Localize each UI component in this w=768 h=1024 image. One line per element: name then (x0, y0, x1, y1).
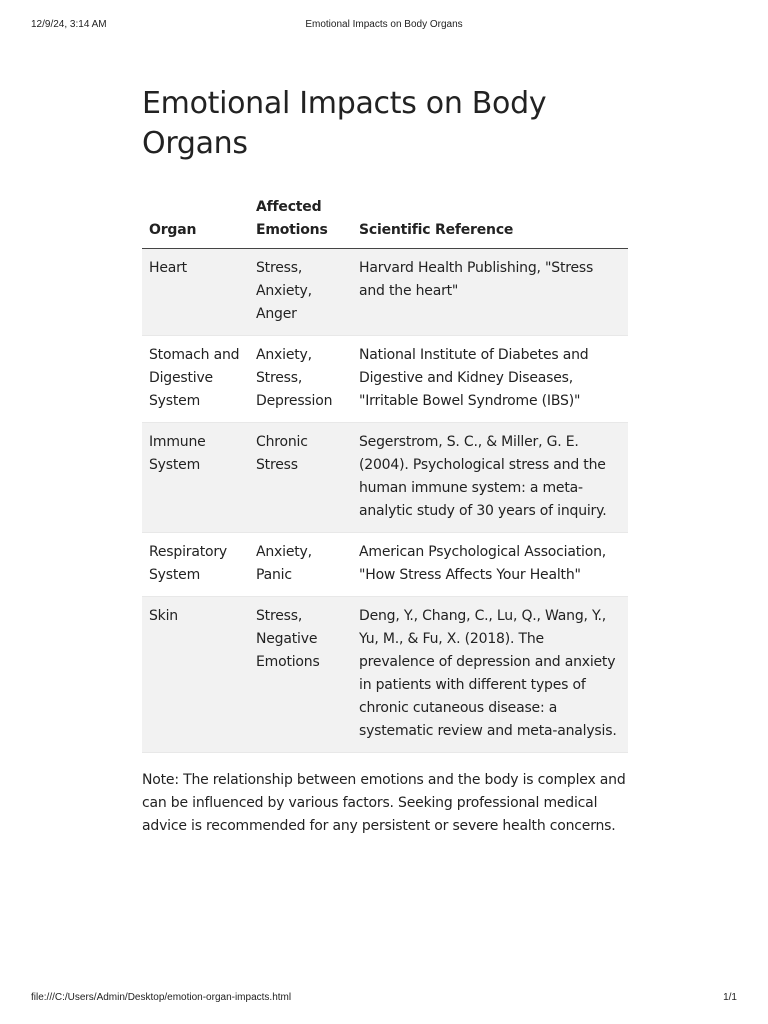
organ-cell: Respiratory System (142, 533, 249, 597)
organ-emotions-table (142, 196, 628, 753)
print-footer (0, 992, 768, 1006)
print-header (0, 19, 768, 33)
table-row (142, 336, 628, 423)
emotions-cell: Anxiety, Panic (249, 533, 352, 597)
emotions-cell: Anxiety, Stress, Depression (249, 336, 352, 423)
emotions-cell: Stress, Negative Emotions (249, 597, 352, 753)
page-title: Emotional Impacts on Body Organs (142, 86, 547, 161)
reference-cell: American Psychological Association, "How Stress Affects Your Health" (352, 533, 628, 597)
table-row (142, 423, 628, 533)
table-header-row (142, 196, 628, 249)
note-paragraph: Note: The relationship between emotions and the body is complex and can be influenced by various factors. Seeking professional medical advice is recommended for any persistent or severe health concerns. (142, 772, 626, 834)
organ-cell: Immune System (142, 423, 249, 533)
column-header-affected-emotions: Affected Emotions (249, 196, 352, 249)
print-page-count: 1/1 (723, 992, 737, 1003)
print-title: Emotional Impacts on Body Organs (305, 19, 463, 30)
organ-cell: Heart (142, 249, 249, 336)
table-row (142, 533, 628, 597)
print-date: 12/9/24, 3:14 AM (31, 19, 107, 30)
table-row (142, 249, 628, 336)
reference-cell: Deng, Y., Chang, C., Lu, Q., Wang, Y., Yu, M., & Fu, X. (2018). The prevalence of depression and anxiety in patients with different types of chronic cutaneous disease: a systematic review and meta-analysis. (352, 597, 628, 753)
reference-cell: Harvard Health Publishing, "Stress and the heart" (352, 249, 628, 336)
emotions-cell: Chronic Stress (249, 423, 352, 533)
table-row (142, 597, 628, 753)
reference-cell: National Institute of Diabetes and Digestive and Kidney Diseases, "Irritable Bowel Syndrome (IBS)" (352, 336, 628, 423)
column-header-organ: Organ (142, 196, 249, 249)
emotions-cell: Stress, Anxiety, Anger (249, 249, 352, 336)
organ-cell: Stomach and Digestive System (142, 336, 249, 423)
organ-cell: Skin (142, 597, 249, 753)
print-file-url: file:///C:/Users/Admin/Desktop/emotion-organ-impacts.html (31, 992, 292, 1003)
reference-cell: Segerstrom, S. C., & Miller, G. E. (2004). Psychological stress and the human immune system: a meta-analytic study of 30 years of inquiry. (352, 423, 628, 533)
column-header-scientific-reference: Scientific Reference (352, 196, 628, 249)
document-content (142, 84, 628, 852)
